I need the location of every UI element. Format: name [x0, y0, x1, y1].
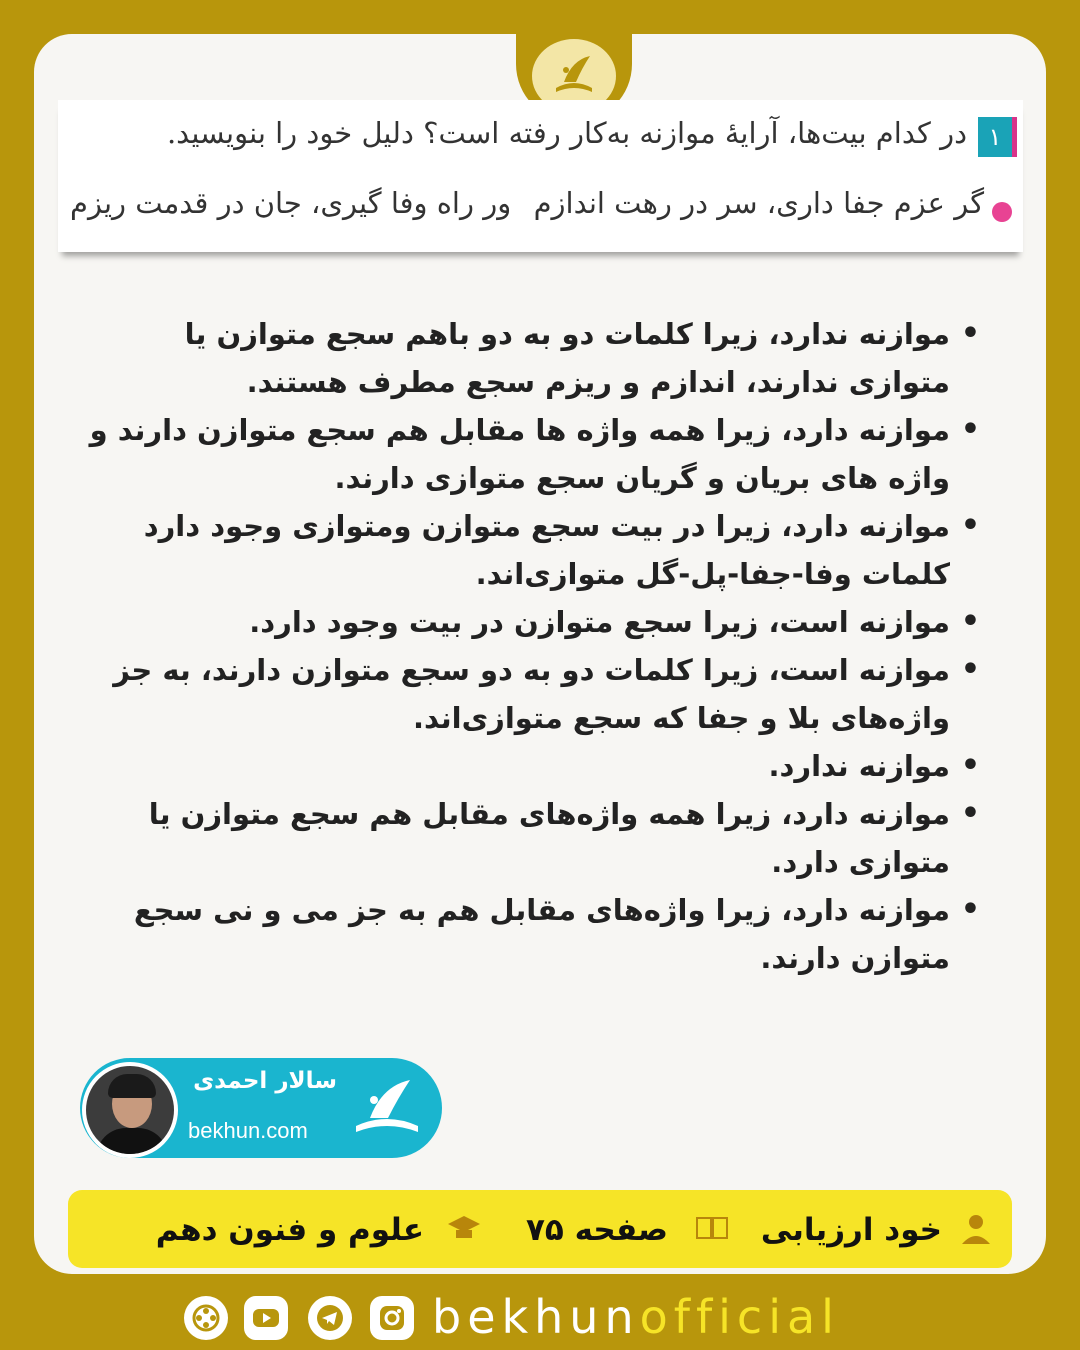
answer-item: • موازنه دارد، زیرا همه واژه ها مقابل هم سجع متوازن دارند و واژه های بریان و گریان سجع متوازی دارند. — [78, 406, 978, 502]
instagram-link[interactable] — [370, 1296, 414, 1340]
question-box — [58, 100, 1023, 252]
answer-list — [78, 310, 978, 982]
aparat-link[interactable] — [184, 1296, 228, 1340]
answer-item: • موازنه است، زیرا سجع متوازن در بیت وجود دارد. — [78, 598, 978, 646]
info-self-assessment: خود ارزیابی — [760, 1212, 942, 1248]
brand-handle — [432, 1290, 840, 1344]
question-number: ۱ — [978, 117, 1017, 157]
author-avatar — [82, 1062, 178, 1158]
telegram-icon — [316, 1304, 344, 1332]
bekhun-logo-icon — [546, 48, 602, 104]
info-page: صفحه ۷۵ — [525, 1212, 668, 1248]
student-icon — [958, 1210, 994, 1246]
aparat-icon — [192, 1304, 220, 1332]
verse-first-hemistich: گر عزم جفا داری، سر در رهت اندازم — [533, 186, 984, 220]
answer-item: • موازنه دارد، زیرا در بیت سجع متوازن ومتوازی وجود دارد کلمات وفا-جفا-پل-گل متوازی‌اند. — [78, 502, 978, 598]
info-subject: علوم و فنون دهم — [155, 1212, 424, 1248]
info-bar — [68, 1190, 1012, 1268]
author-name: سالار احمدی — [193, 1068, 337, 1094]
instagram-icon — [378, 1304, 406, 1332]
graduation-cap-icon — [446, 1210, 482, 1246]
brand-part-2: official — [639, 1290, 840, 1344]
youtube-link[interactable] — [244, 1296, 288, 1340]
verse-bullet-dot — [992, 202, 1012, 222]
answer-item: • موازنه است، زیرا کلمات دو به دو سجع متوازن دارند، به جز واژه‌های بلا و جفا که سجع متوازی‌اند. — [78, 646, 978, 742]
book-icon — [694, 1210, 730, 1246]
answer-item: • موازنه ندارد. — [78, 742, 978, 790]
youtube-icon — [252, 1304, 280, 1332]
bekhun-logo-icon — [348, 1070, 426, 1148]
answer-item: • موازنه ندارد، زیرا کلمات دو به دو باهم سجع متوازن یا متوازی ندارند، اندازم و ریزم سجع مطرف هستند. — [78, 310, 978, 406]
answer-item: • موازنه دارد، زیرا واژه‌های مقابل هم به جز می و نی سجع متوازن دارند. — [78, 886, 978, 982]
telegram-link[interactable] — [308, 1296, 352, 1340]
author-site[interactable]: bekhun.com — [188, 1118, 308, 1143]
answer-item: • موازنه دارد، زیرا همه واژه‌های مقابل هم سجع متوازن یا متوازی دارد. — [78, 790, 978, 886]
brand-part-1: bekhun — [432, 1290, 640, 1344]
verse-second-hemistich: ور راه وفا گیری، جان در قدمت ریزم — [70, 186, 512, 220]
question-text: در کدام بیت‌ها، آرایهٔ موازنه به‌کار رفته است؟ دلیل خود را بنویسید. — [166, 116, 967, 150]
